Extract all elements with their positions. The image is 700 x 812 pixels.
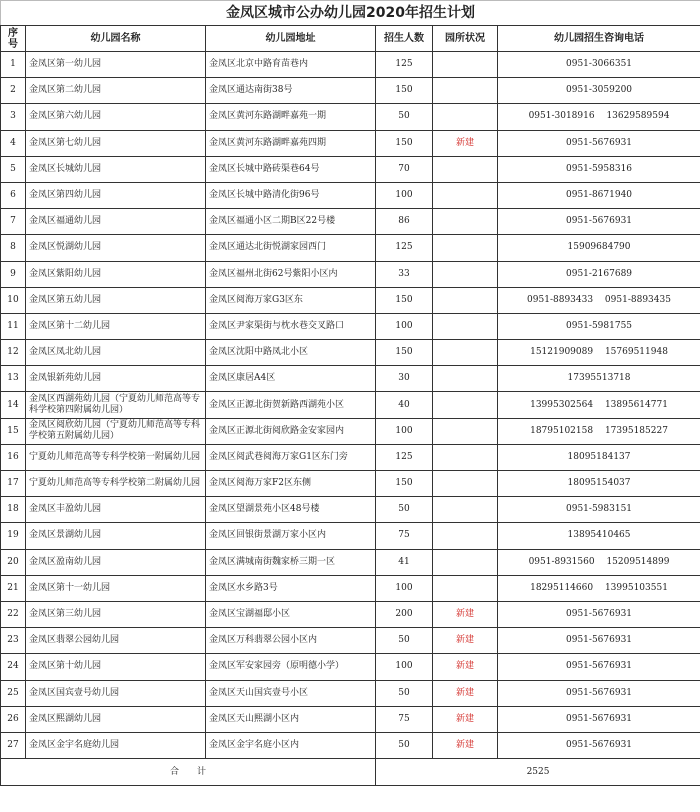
kindergarten-name: 金凤区福通幼儿园 [26,209,206,235]
kindergarten-address: 金凤区宝湖福邸小区 [206,601,376,627]
phone: 0951-2167689 [498,261,700,287]
kindergarten-address: 金凤区阅海万家F2区东侧 [206,471,376,497]
status: 新建 [433,732,498,758]
kindergarten-name: 金凤区第七幼儿园 [26,130,206,156]
row-index: 11 [1,313,26,339]
kindergarten-name: 金凤区西湖苑幼儿园（宁夏幼儿师范高等专科学校第四附属幼儿园） [26,392,206,418]
phone: 0951-5676931 [498,628,700,654]
enrollment-count: 125 [376,235,433,261]
phone: 0951-5676931 [498,680,700,706]
row-index: 18 [1,497,26,523]
kindergarten-address: 金凤区康居A4区 [206,366,376,392]
kindergarten-name: 金凤区第四幼儿园 [26,182,206,208]
kindergarten-name: 金凤区第六幼儿园 [26,104,206,130]
enrollment-count: 86 [376,209,433,235]
row-index: 20 [1,549,26,575]
table-row [1,261,700,287]
row-index: 27 [1,732,26,758]
kindergarten-address: 金凤区万科翡翠公园小区内 [206,628,376,654]
kindergarten-address: 金凤区通达南街38号 [206,78,376,104]
phone: 13895410465 [498,523,700,549]
table-row [1,523,700,549]
status [433,235,498,261]
phone: 17395513718 [498,366,700,392]
kindergarten-address: 金凤区长城中路清化街96号 [206,182,376,208]
table-row [1,313,700,339]
phone: 0951-3018916 13629589594 [498,104,700,130]
phone: 15121909089 15769511948 [498,340,700,366]
phone: 0951-5676931 [498,732,700,758]
status [433,287,498,313]
enrollment-count: 50 [376,104,433,130]
kindergarten-name: 金凤区第十幼儿园 [26,654,206,680]
total-value: 2525 [376,759,700,786]
status: 新建 [433,706,498,732]
kindergarten-address: 金凤区黄河东路湖畔嘉苑一期 [206,104,376,130]
kindergarten-address: 金凤区天山熙湖小区内 [206,706,376,732]
row-index: 6 [1,182,26,208]
kindergarten-name: 金凤区金宇名庭幼儿园 [26,732,206,758]
row-index: 22 [1,601,26,627]
kindergarten-address: 金凤区正源北街贺新路西湖苑小区 [206,392,376,418]
status [433,575,498,601]
kindergarten-name: 金凤区第五幼儿园 [26,287,206,313]
phone: 0951-8893433 0951-8893435 [498,287,700,313]
kindergarten-address: 金凤区尹家渠街与枕水巷交叉路口 [206,313,376,339]
kindergarten-address: 金凤区回银街景湖万家小区内 [206,523,376,549]
table-row [1,366,700,392]
phone: 18095184137 [498,444,700,470]
table-row [1,209,700,235]
phone: 0951-5676931 [498,209,700,235]
row-index: 24 [1,654,26,680]
kindergarten-address: 金凤区望湖景苑小区48号楼 [206,497,376,523]
table-row [1,182,700,208]
enrollment-count: 75 [376,523,433,549]
kindergarten-name: 金凤区第三幼儿园 [26,601,206,627]
enrollment-count: 50 [376,628,433,654]
phone: 0951-8671940 [498,182,700,208]
phone: 15909684790 [498,235,700,261]
table-row [1,287,700,313]
row-index: 8 [1,235,26,261]
table-row [1,471,700,497]
enrollment-count: 100 [376,654,433,680]
table-row [1,392,700,418]
enrollment-count: 50 [376,680,433,706]
kindergarten-address: 金凤区阅海万家G3区东 [206,287,376,313]
kindergarten-name: 金凤银新苑幼儿园 [26,366,206,392]
kindergarten-name: 金凤区丰盈幼儿园 [26,497,206,523]
phone: 0951-5676931 [498,706,700,732]
table-row [1,340,700,366]
total-row [1,759,700,786]
kindergarten-address: 金凤区军安家园旁（原明德小学） [206,654,376,680]
row-index: 26 [1,706,26,732]
row-index: 9 [1,261,26,287]
row-index: 15 [1,418,26,444]
kindergarten-name: 金凤区盈南幼儿园 [26,549,206,575]
enrollment-count: 200 [376,601,433,627]
phone: 18795102158 17395185227 [498,418,700,444]
status [433,313,498,339]
enrollment-count: 150 [376,287,433,313]
kindergarten-address: 金凤区长城中路砖渠巷64号 [206,156,376,182]
table-row [1,235,700,261]
row-index: 7 [1,209,26,235]
status [433,366,498,392]
table-title: 金凤区城市公办幼儿园2020年招生计划 [1,1,700,26]
header-address: 幼儿园地址 [206,26,376,52]
status [433,156,498,182]
kindergarten-address: 金凤区满城南街魏家桥三期一区 [206,549,376,575]
table-row [1,156,700,182]
kindergarten-name: 金凤区景湖幼儿园 [26,523,206,549]
phone: 18295114660 13995103551 [498,575,700,601]
table-row [1,444,700,470]
status: 新建 [433,654,498,680]
enrollment-count: 150 [376,78,433,104]
row-index: 14 [1,392,26,418]
enrollment-count: 70 [376,156,433,182]
phone: 13995302564 13895614771 [498,392,700,418]
status: 新建 [433,601,498,627]
row-index: 23 [1,628,26,654]
status [433,471,498,497]
kindergarten-address: 金凤区福通小区二期B区22号楼 [206,209,376,235]
status [433,549,498,575]
table-row [1,601,700,627]
phone: 0951-5676931 [498,130,700,156]
phone: 0951-5983151 [498,497,700,523]
row-index: 4 [1,130,26,156]
kindergarten-name: 金凤区长城幼儿园 [26,156,206,182]
kindergarten-name: 金凤区第十二幼儿园 [26,313,206,339]
table-row [1,497,700,523]
row-index: 13 [1,366,26,392]
row-index: 5 [1,156,26,182]
kindergarten-address: 金凤区天山国宾壹号小区 [206,680,376,706]
row-index: 3 [1,104,26,130]
enrollment-count: 150 [376,130,433,156]
enrollment-count: 125 [376,52,433,78]
row-index: 16 [1,444,26,470]
table-row [1,78,700,104]
row-index: 1 [1,52,26,78]
phone: 0951-8931560 15209514899 [498,549,700,575]
enrollment-count: 100 [376,313,433,339]
kindergarten-address: 金凤区水乡路3号 [206,575,376,601]
enrollment-count: 125 [376,444,433,470]
kindergarten-name: 金凤区紫阳幼儿园 [26,261,206,287]
row-index: 2 [1,78,26,104]
header-index: 序号 [1,26,26,52]
status [433,104,498,130]
enrollment-count: 75 [376,706,433,732]
status [433,444,498,470]
kindergarten-address: 金凤区北京中路育苗巷内 [206,52,376,78]
enrollment-count: 100 [376,418,433,444]
table-row [1,418,700,444]
header-row [1,26,700,52]
enrollment-count: 150 [376,471,433,497]
phone: 0951-5958316 [498,156,700,182]
row-index: 17 [1,471,26,497]
kindergarten-address: 金凤区金宇名庭小区内 [206,732,376,758]
total-label: 合 计 [1,759,376,786]
kindergarten-name: 金凤区翡翠公园幼儿园 [26,628,206,654]
status [433,78,498,104]
kindergarten-name: 金凤区第二幼儿园 [26,78,206,104]
enrollment-count: 30 [376,366,433,392]
kindergarten-name: 金凤区凤北幼儿园 [26,340,206,366]
kindergarten-address: 金凤区黄河东路湖畔嘉苑四期 [206,130,376,156]
status [433,209,498,235]
status: 新建 [433,628,498,654]
table-row [1,732,700,758]
phone: 18095154037 [498,471,700,497]
kindergarten-name: 宁夏幼儿师范高等专科学校第一附属幼儿园 [26,444,206,470]
status [433,340,498,366]
enrollment-count: 50 [376,497,433,523]
status [433,392,498,418]
row-index: 25 [1,680,26,706]
enrollment-count: 100 [376,182,433,208]
kindergarten-name: 宁夏幼儿师范高等专科学校第二附属幼儿园 [26,471,206,497]
row-index: 12 [1,340,26,366]
enrollment-count: 33 [376,261,433,287]
table-row [1,130,700,156]
kindergarten-address: 金凤区阅武巷阅海万家G1区东门旁 [206,444,376,470]
status [433,261,498,287]
kindergarten-name: 金凤区第一幼儿园 [26,52,206,78]
header-name: 幼儿园名称 [26,26,206,52]
kindergarten-address: 金凤区沈阳中路凤北小区 [206,340,376,366]
phone: 0951-3059200 [498,78,700,104]
phone: 0951-3066351 [498,52,700,78]
kindergarten-address: 金凤区通达北街悦湖家园西门 [206,235,376,261]
row-index: 21 [1,575,26,601]
enrollment-count: 41 [376,549,433,575]
table-row [1,575,700,601]
status [433,418,498,444]
kindergarten-name: 金凤区第十一幼儿园 [26,575,206,601]
phone: 0951-5676931 [498,601,700,627]
table-row [1,706,700,732]
enrollment-count: 100 [376,575,433,601]
status: 新建 [433,130,498,156]
kindergarten-name: 金凤区阅欣幼儿园（宁夏幼儿师范高等专科学校第五附属幼儿园） [26,418,206,444]
table-row [1,549,700,575]
table-row [1,680,700,706]
kindergarten-name: 金凤区熙湖幼儿园 [26,706,206,732]
header-enrollment: 招生人数 [376,26,433,52]
header-phone: 幼儿园招生咨询电话 [498,26,700,52]
table-row [1,52,700,78]
status: 新建 [433,680,498,706]
header-status: 园所状况 [433,26,498,52]
kindergarten-address: 金凤区正源北街阅欣路金安家园内 [206,418,376,444]
table-row [1,654,700,680]
status [433,182,498,208]
row-index: 10 [1,287,26,313]
status [433,497,498,523]
row-index: 19 [1,523,26,549]
table-row [1,104,700,130]
enrollment-count: 50 [376,732,433,758]
kindergarten-address: 金凤区福州北街62号紫阳小区内 [206,261,376,287]
kindergarten-name: 金凤区悦湖幼儿园 [26,235,206,261]
enrollment-count: 150 [376,340,433,366]
table-row [1,628,700,654]
enrollment-count: 40 [376,392,433,418]
kindergarten-name: 金凤区国宾壹号幼儿园 [26,680,206,706]
status [433,523,498,549]
phone: 0951-5981755 [498,313,700,339]
phone: 0951-5676931 [498,654,700,680]
status [433,52,498,78]
